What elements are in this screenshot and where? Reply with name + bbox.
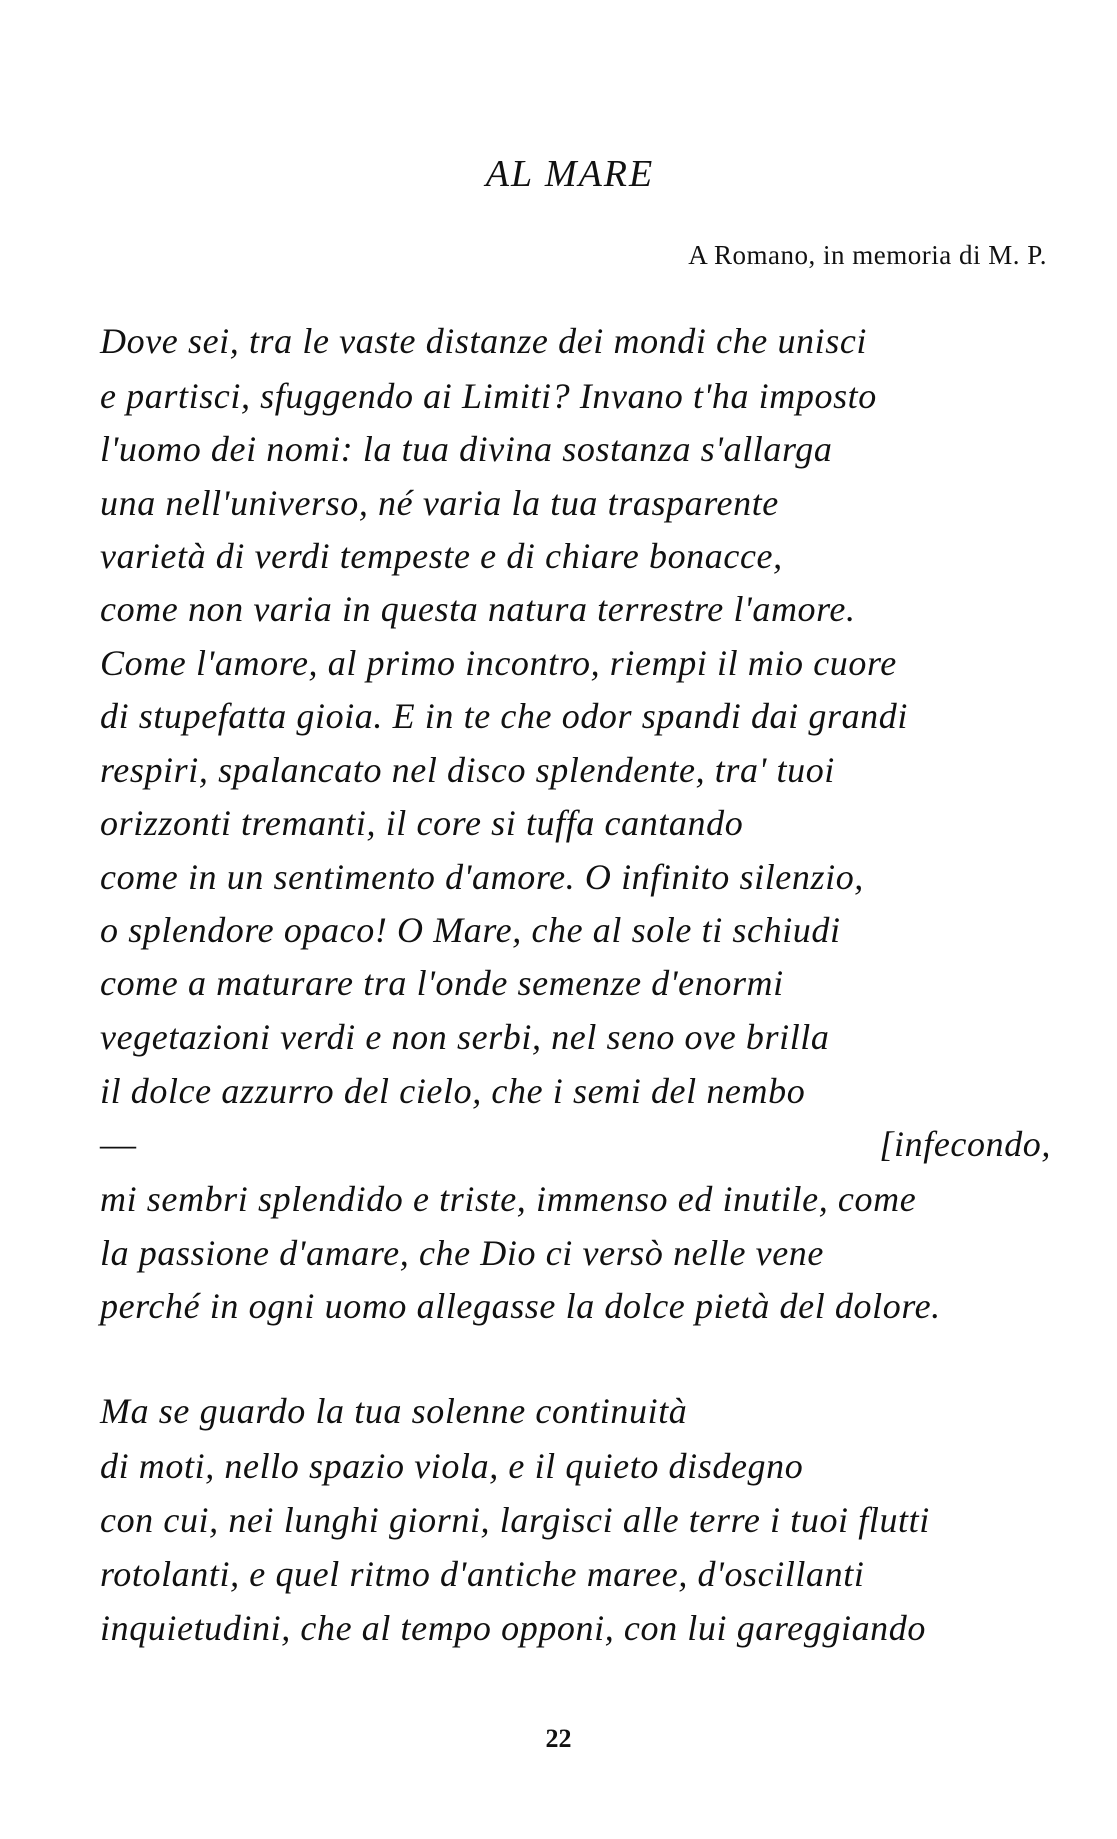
verse-line: la passione d'amare, che Dio ci versò nelle vene bbox=[100, 1233, 824, 1273]
verse-line: perché in ogni uomo allegasse la dolce pietà del dolore. bbox=[100, 1286, 941, 1326]
verse-line: rotolanti, e quel ritmo d'antiche maree, d'oscillanti bbox=[100, 1554, 865, 1594]
verse-line: di stupefatta gioia. E in te che odor spandi dai grandi bbox=[100, 696, 908, 736]
verse-line: respiri, spalancato nel disco splendente, tra' tuoi bbox=[100, 750, 835, 790]
verse-line: vegetazioni verdi e non serbi, nel seno ove brilla bbox=[100, 1017, 830, 1057]
verse-line: come a maturare tra l'onde semenze d'enormi bbox=[100, 963, 784, 1003]
dash-mark: — bbox=[100, 1124, 137, 1164]
verse-line: Dove sei, tra le vaste distanze dei mondi che unisci bbox=[100, 321, 868, 361]
verse-line: di moti, nello spazio viola, e il quieto disdegno bbox=[100, 1446, 804, 1486]
poem-title: AL MARE bbox=[485, 153, 655, 195]
page-number: 22 bbox=[545, 1724, 572, 1753]
verse-line: o splendore opaco! O Mare, che al sole ti schiudi bbox=[100, 910, 841, 950]
verse-continuation: [infecondo, bbox=[879, 1124, 1051, 1164]
verse-line: Ma se guardo la tua solenne continuità bbox=[100, 1391, 688, 1431]
verse-line: il dolce azzurro del cielo, che i semi del nembo bbox=[100, 1071, 806, 1111]
verse-line: con cui, nei lunghi giorni, largisci alle terre i tuoi flutti bbox=[100, 1500, 930, 1540]
verse-line: orizzonti tremanti, il core si tuffa cantando bbox=[100, 803, 744, 843]
verse-line: e partisci, sfuggendo ai Limiti? Invano t'ha imposto bbox=[100, 376, 877, 416]
dedication: A Romano, in memoria di M. P. bbox=[688, 240, 1047, 270]
verse-line: come in un sentimento d'amore. O infinito silenzio, bbox=[100, 857, 864, 897]
verse-line: una nell'universo, né varia la tua trasparente bbox=[100, 483, 779, 523]
verse-line: inquietudini, che al tempo opponi, con lui gareggiando bbox=[100, 1608, 926, 1648]
verse-line: l'uomo dei nomi: la tua divina sostanza s'allarga bbox=[100, 429, 833, 469]
verse-line: come non varia in questa natura terrestre l'amore. bbox=[100, 589, 856, 629]
verse-line: Come l'amore, al primo incontro, riempi il mio cuore bbox=[100, 643, 897, 683]
verse-line: varietà di verdi tempeste e di chiare bonacce, bbox=[100, 536, 783, 576]
verse-line: mi sembri splendido e triste, immenso ed inutile, come bbox=[100, 1179, 917, 1219]
